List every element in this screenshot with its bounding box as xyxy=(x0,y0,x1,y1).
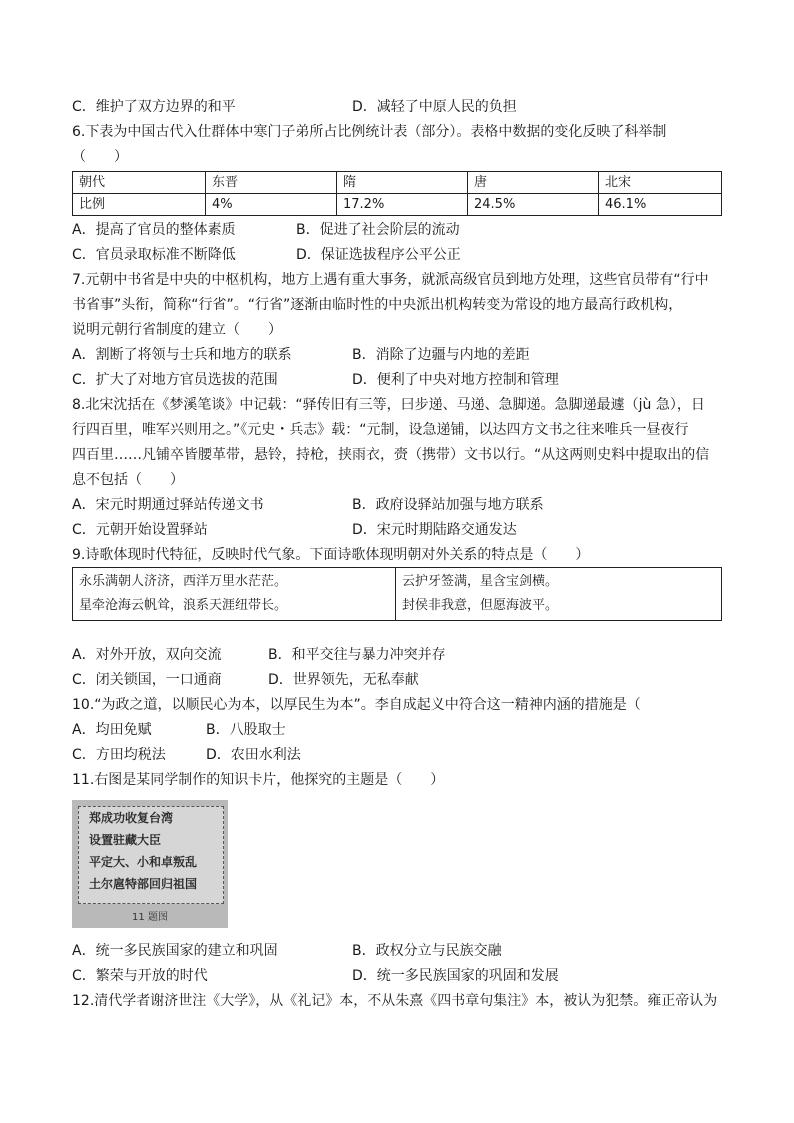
q9-option-c: C．闭关锁国，一口通商 xyxy=(72,672,222,688)
q6-table-header-row xyxy=(73,172,722,194)
q7-option-c: C．扩大了对地方官员选拔的范围 xyxy=(72,372,278,388)
poem-line: 云护牙签满，星含宝剑横。 xyxy=(402,574,559,589)
q8-stem-line2: 行四百里，唯军兴则用之。”《元史・兵志》载：“元制，设急递铺，以达四方文书之往来唯兵一昼夜行 xyxy=(72,422,689,438)
table-cell: 24.5% xyxy=(468,194,599,216)
card-line: 平定大、小和卓叛乱 xyxy=(89,855,198,869)
q9-poem-left xyxy=(73,568,396,621)
card-line: 郑成功收复台湾 xyxy=(89,811,174,825)
q12-stem-line1: 12.清代学者谢济世注《大学》，从《礼记》本，不从朱熹《四书章句集注》本，被认为犯禁。雍正帝认为 xyxy=(72,993,718,1009)
table-cell: 北宋 xyxy=(599,172,722,194)
table-cell: 朝代 xyxy=(73,172,206,194)
q6-table xyxy=(72,171,722,216)
poem-line: 星牵沧海云帆耸，浪系天涯纽带长。 xyxy=(79,598,288,613)
q8-stem-line1: 8.北宋沈括在《梦溪笔谈》中记载：“驿传旧有三等，曰步递、马递、急脚递。急脚递最遽（jù 急），日 xyxy=(72,397,705,413)
card-line: 设置驻藏大臣 xyxy=(89,833,162,847)
q8-option-a: A．宋元时期通过驿站传递文书 xyxy=(72,497,264,513)
q6-paren: （ ） xyxy=(72,149,128,165)
q8-option-b: B．政府设驿站加强与地方联系 xyxy=(352,497,544,513)
q11-stem: 11.右图是某同学制作的知识卡片，他探究的主题是（ ） xyxy=(72,772,445,788)
q8-stem-line4: 息不包括（ ） xyxy=(72,472,184,488)
q6-option-d: D．保证选拔程序公平公正 xyxy=(296,247,461,263)
q7-stem-line2: 书省事”头衔，简称“行省”。“行省”逐渐由临时性的中央派出机构转变为常设的地方最高行政机构， xyxy=(72,297,683,313)
q9-option-d: D．世界领先，无私奉献 xyxy=(268,672,419,688)
q9-option-b: B．和平交往与暴力冲突并存 xyxy=(268,647,446,663)
q5-option-d: D．减轻了中原人民的负担 xyxy=(352,99,517,115)
q10-option-a: A．均田免赋 xyxy=(72,722,152,738)
q5-option-c: C．维护了双方边界的和平 xyxy=(72,99,236,115)
q11-knowledge-card-image xyxy=(72,800,228,928)
q7-option-a: A．割断了将领与士兵和地方的联系 xyxy=(72,347,292,363)
q6-table-data-row xyxy=(73,194,722,216)
q11-option-a: A．统一多民族国家的建立和巩固 xyxy=(72,943,278,959)
q11-option-b: B．政权分立与民族交融 xyxy=(352,943,502,959)
card-line: 土尔扈特部回归祖国 xyxy=(89,877,198,891)
q11-option-c: C．繁荣与开放的时代 xyxy=(72,968,208,984)
q7-stem-line1: 7.元朝中书省是中央的中枢机构，地方上遇有重大事务，就派高级官员到地方处理，这些官员带有“行中 xyxy=(72,272,709,288)
q6-stem: 6.下表为中国古代入仕群体中寒门子弟所占比例统计表（部分）。表格中数据的变化反映了科举制 xyxy=(72,124,667,140)
poem-line: 永乐满朝人济济，西洋万里水茫茫。 xyxy=(79,574,288,589)
q7-stem-line3: 说明元朝行省制度的建立（ ） xyxy=(72,322,282,338)
q8-option-c: C．元朝开始设置驿站 xyxy=(72,522,208,538)
q9-poem-table xyxy=(72,567,722,621)
q9-poem-right xyxy=(396,568,722,621)
q7-option-b: B．消除了边疆与内地的差距 xyxy=(352,347,530,363)
table-cell: 比例 xyxy=(73,194,206,216)
table-cell: 隋 xyxy=(337,172,468,194)
q7-option-d: D．便利了中央对地方控制和管理 xyxy=(352,372,559,388)
q10-option-c: C．方田均税法 xyxy=(72,747,166,763)
table-cell: 东晋 xyxy=(206,172,337,194)
table-cell: 46.1% xyxy=(599,194,722,216)
q6-option-a: A．提高了官员的整体素质 xyxy=(72,222,236,238)
q11-option-d: D．统一多民族国家的巩固和发展 xyxy=(352,968,559,984)
table-cell: 4% xyxy=(206,194,337,216)
q10-stem: 10.“为政之道，以顺民心为本，以厚民生为本”。李自成起义中符合这一精神内涵的措施是（ xyxy=(72,697,641,713)
q6-option-b: B．促进了社会阶层的流动 xyxy=(296,222,460,238)
q9-option-a: A．对外开放，双向交流 xyxy=(72,647,222,663)
table-cell: 唐 xyxy=(468,172,599,194)
q8-option-d: D．宋元时期陆路交通发达 xyxy=(352,522,517,538)
q10-option-b: B．八股取士 xyxy=(206,722,286,738)
q6-option-c: C．官员录取标准不断降低 xyxy=(72,247,236,263)
q9-stem: 9.诗歌体现时代特征，反映时代气象。下面诗歌体现明朝对外关系的特点是（ ） xyxy=(72,547,590,563)
card-caption: 11 题图 xyxy=(132,912,168,923)
q8-stem-line3: 四百里……凡铺卒皆腰革带，悬铃，持枪，挟雨衣，赍（携带）文书以行。“从这两则史料中提取出的信 xyxy=(72,447,710,463)
table-cell: 17.2% xyxy=(337,194,468,216)
knowledge-card xyxy=(78,806,224,904)
poem-line: 封侯非我意，但愿海波平。 xyxy=(402,598,559,613)
q10-option-d: D．农田水利法 xyxy=(206,747,301,763)
